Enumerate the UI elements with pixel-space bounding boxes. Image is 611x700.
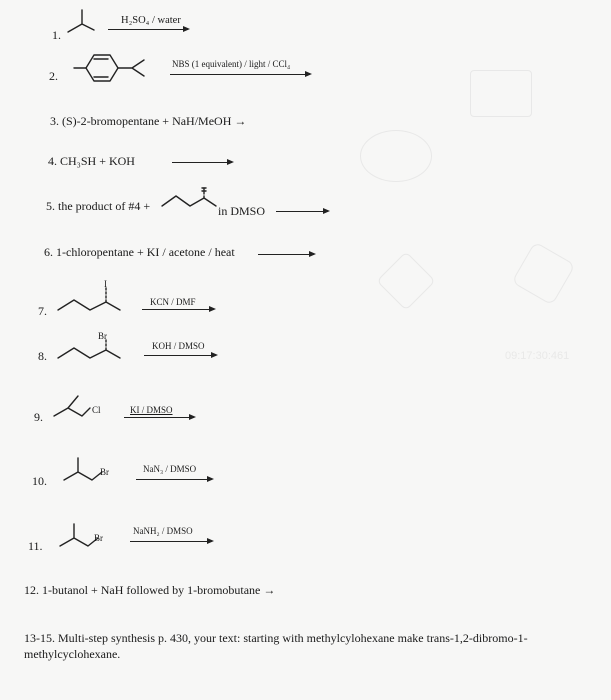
problem-9-reagent: KI / DMSO: [130, 405, 173, 415]
problem-7-number: 7.: [38, 304, 47, 318]
problem-7-label: I: [104, 279, 107, 289]
problem-8-label: Br: [98, 331, 107, 341]
reaction-arrow: [258, 254, 314, 255]
alkyl-iodide-structure: [160, 184, 218, 214]
watermark: 09:17:30:461: [505, 350, 570, 362]
ghost-shape: [360, 130, 432, 182]
reaction-arrow: [130, 541, 212, 542]
reaction-arrow: [108, 29, 188, 30]
problem-7-reagent: KCN / DMF: [150, 297, 196, 307]
problem-10-label: Br: [100, 467, 109, 477]
problem-6-text: 6. 1-chloropentane + KI / acetone / heat: [44, 245, 235, 259]
reaction-arrow: [170, 74, 310, 75]
ghost-shape: [470, 70, 532, 117]
ghost-shape: [511, 241, 575, 305]
reaction-arrow: [276, 211, 328, 212]
tert-butyl-chloride-structure: [52, 394, 92, 424]
reaction-arrow: [144, 355, 216, 356]
problem-5-text: 5. the product of #4 +: [46, 199, 151, 213]
alkyl-bromide-structure: [56, 332, 126, 364]
reaction-arrow: [142, 309, 214, 310]
problem-11-label: Br: [94, 533, 103, 543]
problem-13-text-line2: methylcyclohexane.: [24, 647, 121, 661]
problem-1-reagent: H₂SO₄ / water: [121, 15, 181, 26]
problem-1-number: 1.: [52, 28, 61, 42]
problem-9-number: 9.: [34, 410, 43, 424]
problem-5-tail: in DMSO: [218, 204, 266, 218]
problem-12-text: 12. 1-butanol + NaH followed by 1-bromobutane →: [24, 583, 276, 597]
reaction-arrow: [172, 162, 232, 163]
cumene-structure: [74, 50, 164, 86]
reaction-arrow: [136, 479, 212, 480]
problem-10-number: 10.: [32, 474, 47, 488]
tert-butanol-structure: [64, 8, 104, 38]
problem-2-number: 2.: [49, 69, 58, 83]
problem-9-label: Cl: [92, 405, 101, 415]
problem-10-reagent: NaN₃ / DMSO: [143, 464, 197, 474]
problem-3-text: 3. (S)-2-bromopentane + NaH/MeOH →: [50, 114, 247, 128]
alkyl-iodide-structure: [56, 279, 126, 316]
problem-11-reagent: NaNH₂ / DMSO: [133, 526, 193, 536]
reaction-arrow: [124, 417, 194, 418]
problem-8-reagent: KOH / DMSO: [152, 341, 205, 351]
problem-13-text-line1: 13-15. Multi-step synthesis p. 430, your text: starting with methylcylohexane make trans-1,2-dibromo-1-: [24, 631, 528, 645]
problem-2-reagent: NBS (1 equivalent) / light / CCl₄: [172, 59, 291, 69]
problem-11-number: 11.: [28, 539, 43, 553]
problem-8-number: 8.: [38, 349, 47, 363]
problem-4-text: 4. CH₃SH + KOH: [48, 154, 135, 168]
ghost-shape: [376, 251, 435, 310]
